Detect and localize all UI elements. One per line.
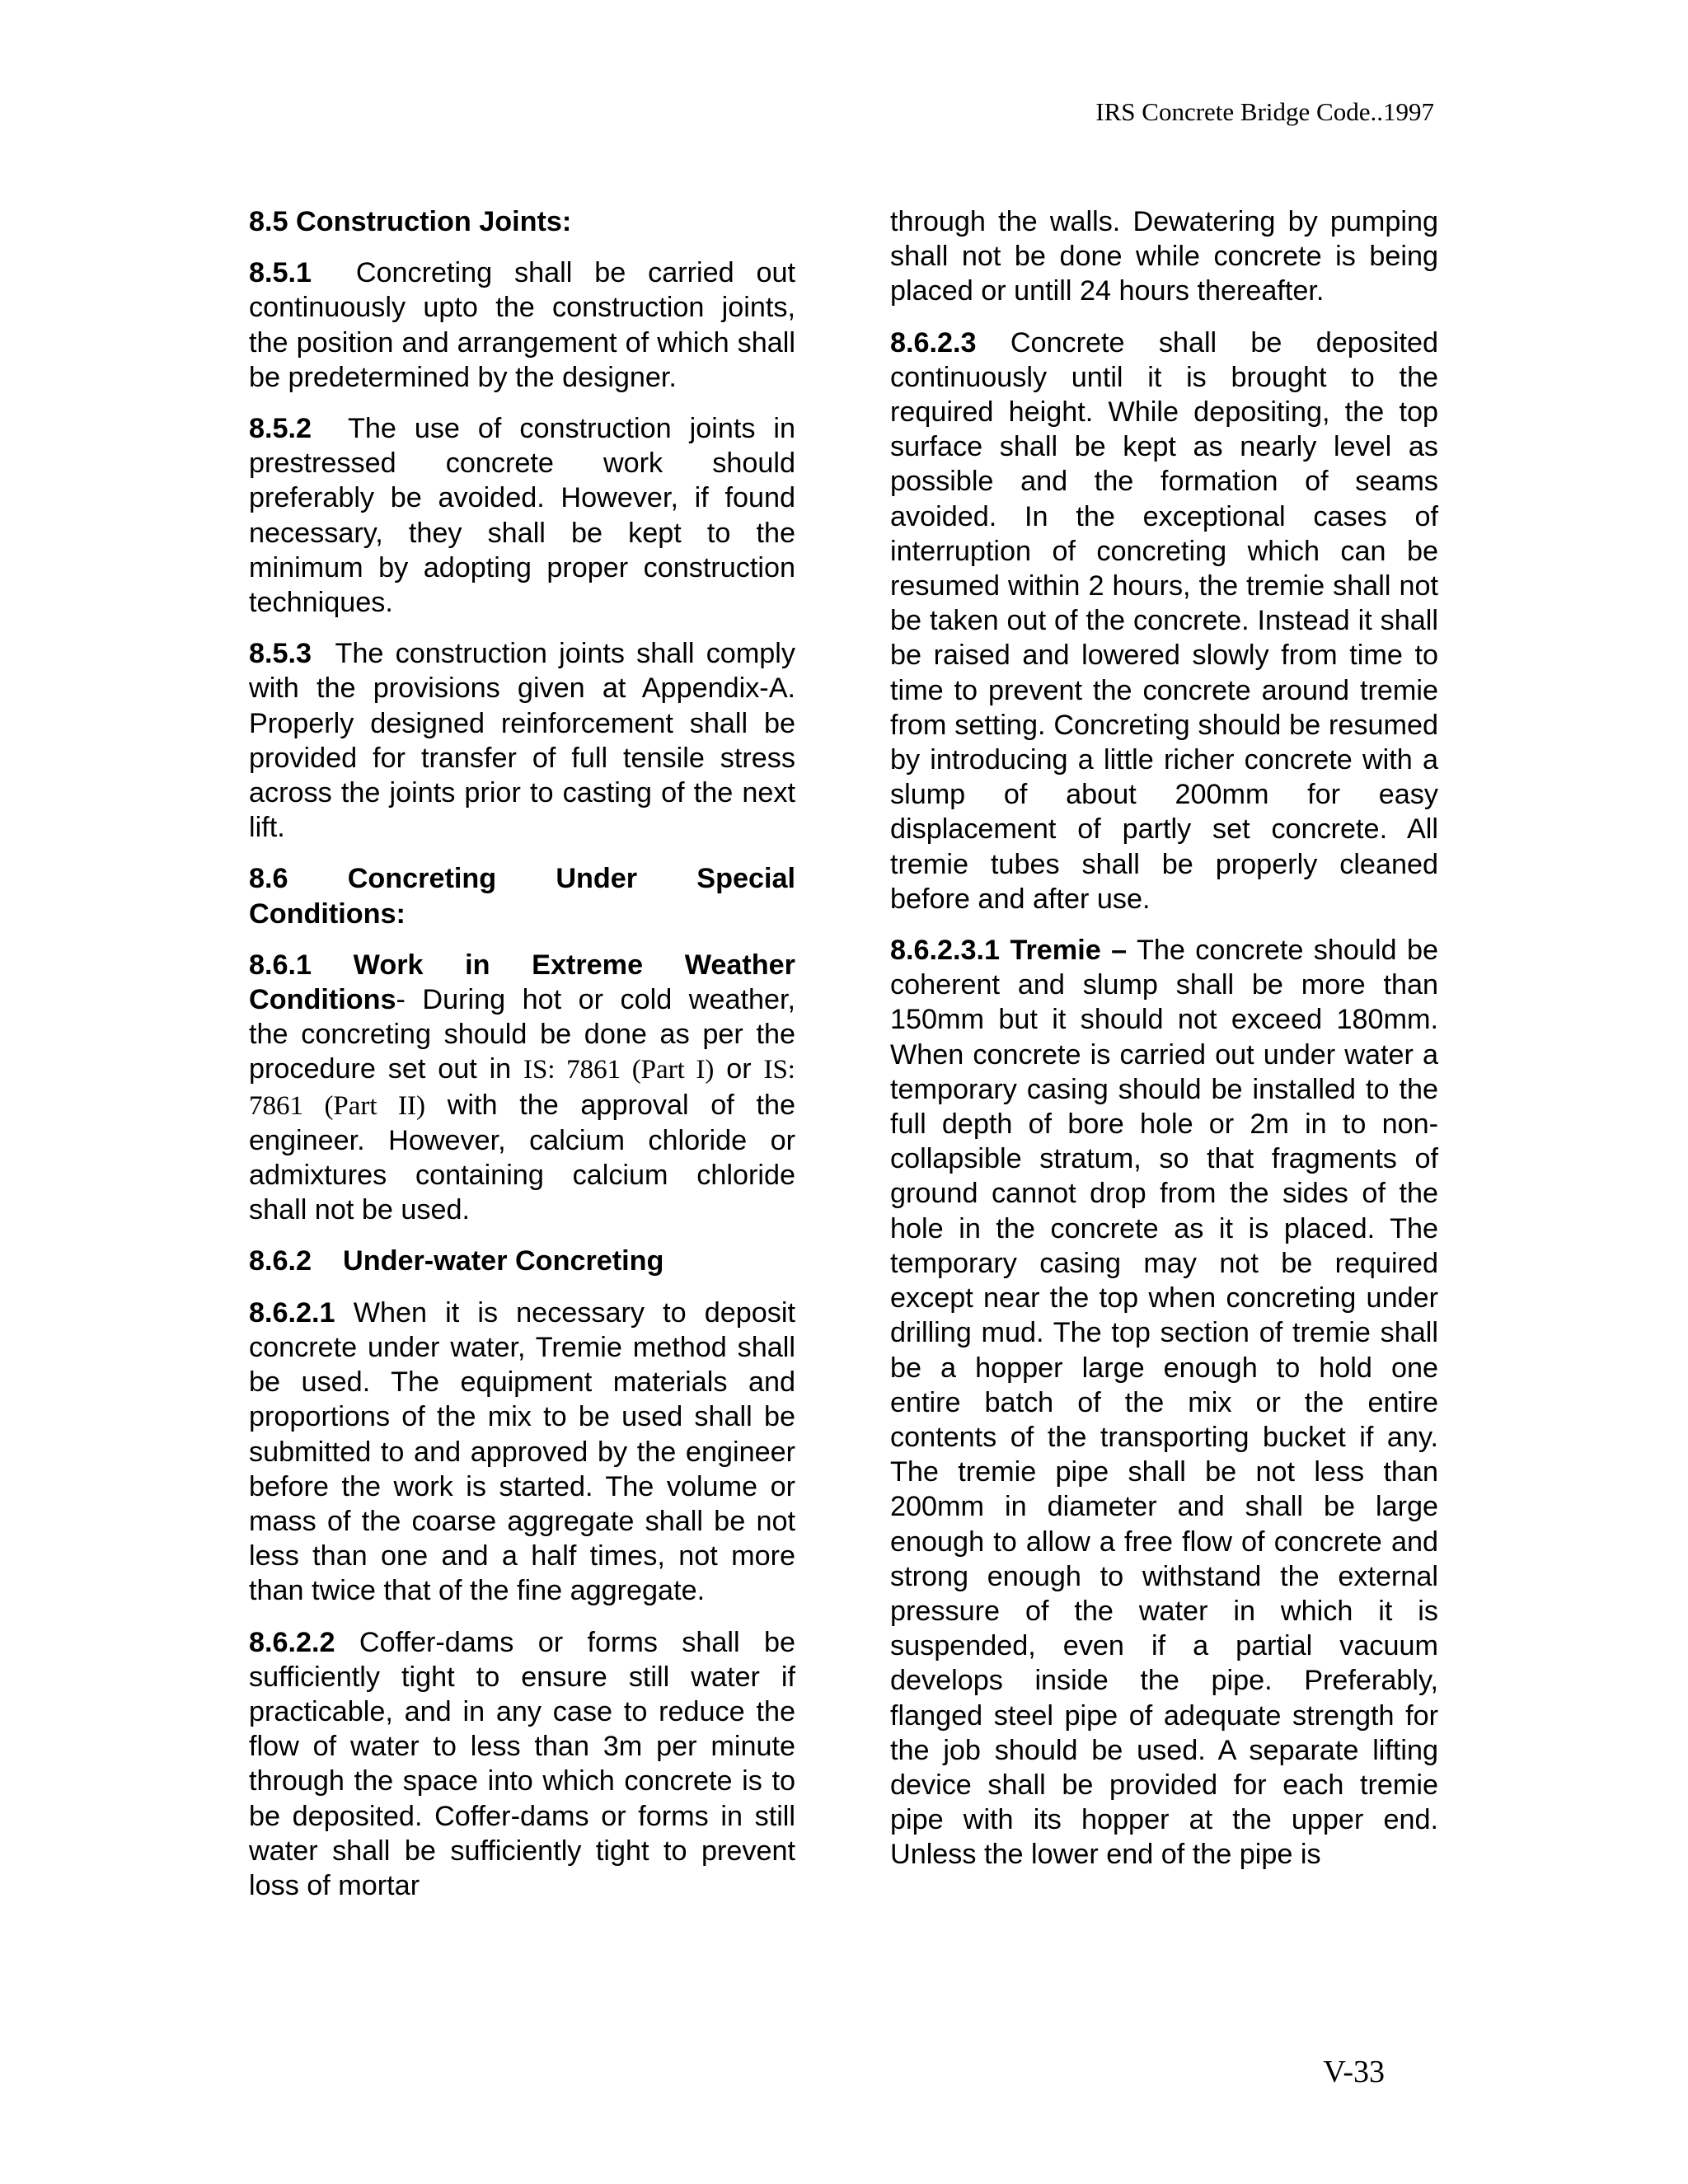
standard-reference: IS: 7861 (Part I) <box>523 1055 715 1085</box>
clause-8-6-2-2 <box>249 1625 795 1904</box>
right-column <box>890 204 1438 1889</box>
clause-text: with the approval of the engineer. However, calcium chloride or admixtures containing calcium chloride shall not be used. <box>249 1089 795 1226</box>
clause-8-6-2-3-1 <box>890 933 1438 1872</box>
clause-text: Concrete shall be deposited continuously until it is brought to the required height. While depositing, the top surface shall be kept as nearly level as possible and the formation of seams avoided. In the exceptional cases of interruption of concreting which can be resumed within 2 hours, the tremie shall not be taken out of the concrete. Instead it shall be raised and lowered slowly from time to time to prevent the concrete around tremie from setting. Concreting should be resumed by introducing a little richer concrete with a slump of about 200mm for easy displacement of partly set concrete. All tremie tubes shall be properly cleaned before and after use. <box>890 326 1438 915</box>
clause-text: The construction joints shall comply with the provisions given at Appendix-A. Properly designed reinforcement shall be provided for transfer of full tensile stress across the joints prior to casting of the next lift. <box>249 638 795 844</box>
clause-heading: 8.6.1 Work in Extreme Weather Conditions <box>249 949 795 1016</box>
heading-line-2: Conditions: <box>249 898 406 930</box>
clause-8-6-1 <box>249 948 795 1228</box>
clause-number: 8.6.2.2 <box>249 1626 335 1658</box>
section-heading-8-5: 8.5 Construction Joints: <box>249 206 572 237</box>
clause-heading: 8.6.2.3.1 Tremie – <box>890 935 1128 967</box>
clause-text: - During hot or cold weather, the concreting should be done as per the procedure set out in <box>249 984 795 1085</box>
clause-number: 8.5.2 <box>249 413 312 445</box>
standard-reference: IS: 7861 (Part II) <box>249 1055 795 1121</box>
clause-text: or <box>714 1053 764 1085</box>
running-header: IRS Concrete Bridge Code..1997 <box>1095 97 1434 126</box>
clause-text: The use of construction joints in prestressed concrete work should preferably be avoided. However, if found necessary, they shall be kept to the minimum by adopting proper construction techniques. <box>249 413 795 619</box>
section-heading-8-6 <box>249 861 795 930</box>
page-number: V-33 <box>1323 2055 1385 2089</box>
heading-line-1: 8.6 Concreting Under Special <box>249 863 795 895</box>
clause-text: When it is necessary to deposit concrete under water, Tremie method shall be used. The equipment materials and proportions of the mix to be used shall be submitted to and approved by the engineer before the work is started. The volume or mass of the coarse aggregate shall be not less than one and a half times, not more than twice that of the fine aggregate. <box>249 1296 795 1607</box>
clause-number: 8.5.1 <box>249 257 312 289</box>
clause-number: 8.6.2.1 <box>249 1296 335 1329</box>
section-heading-8-6-2: 8.6.2 Under-water Concreting <box>249 1245 664 1277</box>
continued-paragraph: through the walls. Dewatering by pumping shall not be done while concrete is being placed or untill 24 hours thereafter. <box>890 206 1438 307</box>
clause-8-5-3 <box>249 636 795 845</box>
left-column <box>249 204 795 1919</box>
clause-text: Concreting shall be carried out continuously upto the construction joints, the position and arrangement of which shall be predetermined by the designer. <box>249 257 796 393</box>
clause-number: 8.6.2.3 <box>890 326 977 359</box>
clause-8-5-2 <box>249 411 795 620</box>
clause-number: 8.5.3 <box>249 638 312 670</box>
clause-text: The concrete should be coherent and slump shall be more than 150mm but it should not exceed 180mm. When concrete is carried out under water a temporary casing should be installed to the full depth of bore hole or 2m in to non-collapsible stratum, so that fragments of ground cannot drop from the sides of the hole in the concrete as it is placed. The temporary casing may not be required except near the top when concreting under drilling mud. The top section of tremie shall be a hopper large enough to hold one entire batch of the mix or the entire contents of the transporting bucket if any. The tremie pipe shall be not less than 200mm in diameter and shall be large enough to allow a free flow of concrete and strong enough to withstand the external pressure of the water in which it is suspended, even if a partial vacuum develops inside the pipe. Preferably, flanged steel pipe of adequate strength for the job should be used. A separate lifting device shall be provided for each tremie pipe with its hopper at the upper end. Unless the lower end of the pipe is <box>890 935 1438 1871</box>
clause-text: Coffer-dams or forms shall be sufficiently tight to ensure still water if practicable, and in any case to reduce the flow of water to less than 3m per minute through the space into which concrete is to be deposited. Coffer-dams or forms in still water shall be sufficiently tight to prevent loss of mortar <box>249 1626 795 1901</box>
clause-8-6-2-1 <box>249 1296 795 1609</box>
clause-8-5-1 <box>249 255 795 395</box>
clause-8-6-2-3 <box>890 326 1438 916</box>
